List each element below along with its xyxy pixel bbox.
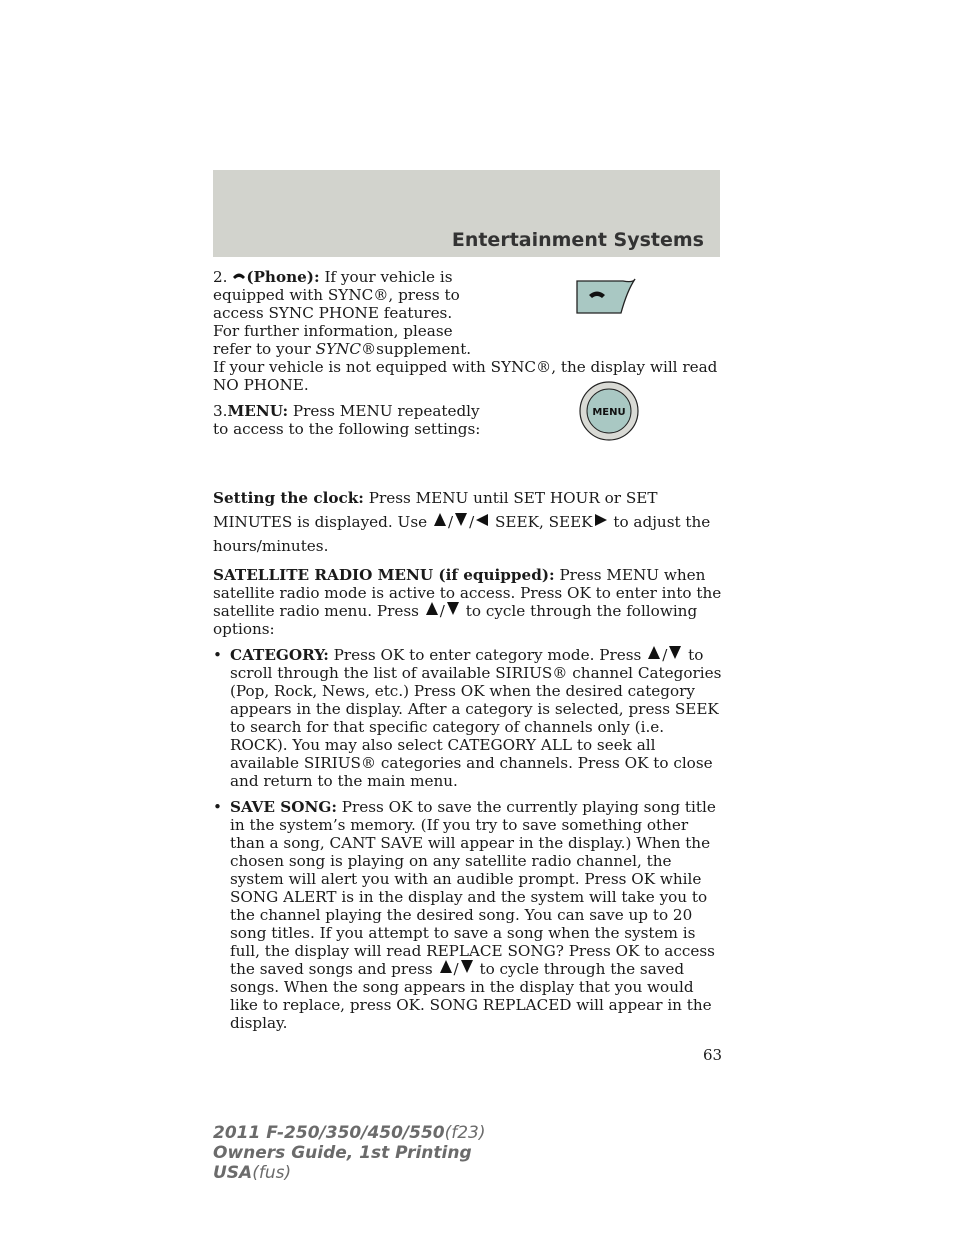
section-title: Entertainment Systems [451, 229, 704, 251]
section-header [213, 170, 720, 257]
up-arrow-icon [434, 513, 446, 526]
list-item: • CATEGORY: Press OK to enter category mode. Press / to scroll through the list of available SIRIUS® channel Categories (Pop, Rock, News, etc.) Press OK when the desired category appears in the display. After a category is selected, press SEEK to search for that specific category of channels only (i.e. ROCK). You may also select CATEGORY ALL to seek all available SIRIUS® categories and channels. Press OK to close and return to the main menu. [213, 646, 722, 790]
up-arrow-icon [440, 960, 452, 973]
page-content [213, 268, 723, 1040]
down-arrow-icon [669, 646, 681, 659]
clock-paragraph: Setting the clock: Press MENU until SET HOUR or SET MINUTES is displayed. Use / / SEEK, SEEK to adjust the hours/minutes. [213, 489, 711, 555]
down-arrow-icon [461, 960, 473, 973]
print-footer: 2011 F-250/350/450/550(f23) Owners Guide, 1st Printing USA(fus) [213, 1123, 486, 1183]
menu-paragraph: 3.MENU: Press MENU repeatedly to access to the following settings: [213, 402, 481, 438]
options-list [213, 646, 723, 1032]
list-item: • SAVE SONG: Press OK to save the currently playing song title in the system’s memory. (If you try to save something other than a song, CANT SAVE will appear in the display.) When the chosen song is playing on any satellite radio channel, the system will alert you with an audible prompt. Press OK while SONG ALERT is in the display and the system will take you to the channel playing the desired song. You can save up to 20 song titles. If you attempt to save a song when the system is full, the display will read REPLACE SONG? Press OK to access the saved songs and press / to cycle through the saved songs. When the song appears in the display that you would like to replace, press OK. SONG REPLACED will appear in the display. [213, 798, 716, 1032]
phone-small-icon [232, 268, 246, 286]
right-arrow-icon [595, 514, 607, 526]
phone-no-sync-text: If your vehicle is not equipped with SYNC®, the display will read NO PHONE. [213, 358, 718, 394]
satellite-paragraph: SATELLITE RADIO MENU (if equipped): Press MENU when satellite radio mode is active to access. Press OK to enter into the satellite radio menu. Press / to cycle through the following options: [213, 566, 722, 638]
phone-paragraph: 2. (Phone): If your vehicle is equipped with SYNC®, press to access SYNC PHONE features. For further information, please refer to your SYNC®supplement. [213, 268, 472, 358]
left-arrow-icon [476, 514, 488, 526]
up-arrow-icon [648, 646, 660, 659]
menu-button-label: MENU [592, 407, 626, 418]
up-arrow-icon [426, 602, 438, 615]
down-arrow-icon [447, 602, 459, 615]
phone-label: (Phone): [246, 268, 320, 286]
page-number: 63 [703, 1046, 723, 1064]
down-arrow-icon [455, 513, 467, 526]
